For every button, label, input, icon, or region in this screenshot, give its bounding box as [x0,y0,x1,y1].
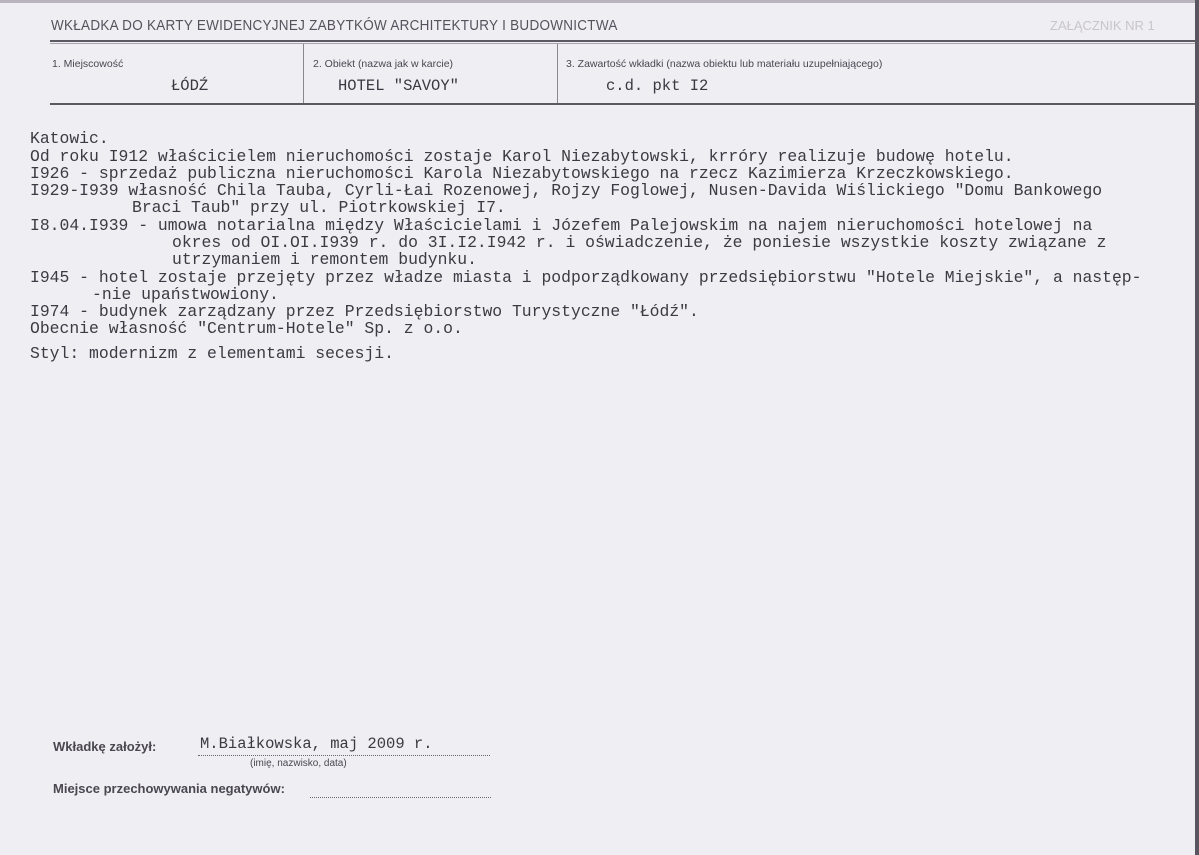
body-line: I926 - sprzedaż publiczna nieruchomości Karola Niezabytowskiego na rzecz Kazimierza Krzeczkowskiego. [30,164,1014,183]
header-top-rule-thin [50,43,1195,44]
body-line: I929-I939 własność Chila Tauba, Cyrli-Łai Rozenowej, Rojzy Foglowej, Nusen-Davida Wiślickiego "Domu Bankowego [30,181,1103,200]
body-line: Obecnie własność "Centrum-Hotele" Sp. z o.o. [30,319,463,338]
body-line: I945 - hotel zostaje przejęty przez władze miasta i podporządkowany przedsiębiorstwu "Hotele Miejskie", a następ- [30,268,1142,287]
header-top-rule [50,40,1195,42]
field-label-object: 2. Obiekt (nazwa jak w karcie) [313,58,454,70]
body-line: Styl: modernizm z elementami secesji. [30,344,394,363]
body-line: I8.04.I939 - umowa notarialna między Właścicielami i Józefem Palejowskim na najem nieruchomości hotelowej na [30,216,1093,235]
body-line: -nie upaństwowiony. [92,285,279,304]
annex-label: ZAŁĄCZNIK NR 1 [1050,18,1155,33]
author-dotted-line [198,755,490,756]
negatives-dotted-line [310,797,491,798]
field-label-locality: 1. Miejscowość [52,58,124,70]
author-label: Wkładkę założył: [53,739,157,754]
field-label-contents: 3. Zawartość wkładki (nazwa obiektu lub materiału uzupełniającego) [566,58,883,70]
field-value-contents: c.d. pkt I2 [606,77,709,95]
body-line: Od roku I912 właścicielem nieruchomości zostaje Karol Niezabytowski, krróry realizuje budowę hotelu. [30,147,1014,166]
negatives-label: Miejsce przechowywania negatywów: [53,781,285,796]
body-line: Braci Taub" przy ul. Piotrkowskiej I7. [132,198,506,217]
author-hint: (imię, nazwisko, data) [250,758,347,769]
body-line: I974 - budynek zarządzany przez Przedsiębiorstwo Turystyczne "Łódź". [30,302,699,321]
field-divider [557,44,558,103]
field-value-locality: ŁÓDŹ [171,77,209,95]
body-line: Katowic. [30,129,109,148]
author-value: M.Białkowska, maj 2009 r. [200,735,433,753]
scan-edge-top [0,0,1199,3]
scan-edge-right [1195,0,1199,855]
form-title: WKŁADKA DO KARTY EWIDENCYJNEJ ZABYTKÓW ARCHITEKTURY I BUDOWNICTWA [51,18,618,34]
header-bottom-rule [50,103,1195,105]
field-divider [303,44,304,103]
body-line: okres od OI.OI.I939 r. do 3I.I2.I942 r. i oświadczenie, że poniesie wszystkie koszty związane z [172,233,1107,252]
body-line: utrzymaniem i remontem budynku. [172,250,477,269]
field-value-object: HOTEL "SAVOY" [338,77,459,95]
